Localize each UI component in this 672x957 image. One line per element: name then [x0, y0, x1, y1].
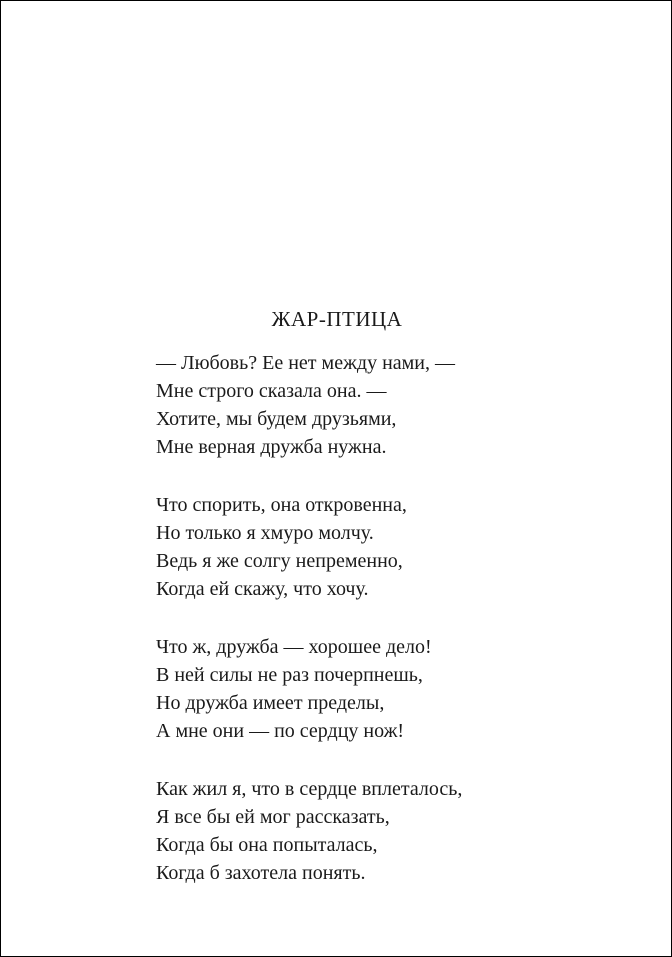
stanza-4 — [156, 775, 636, 887]
poem-line: Как жил я, что в сердце вплеталось, — [156, 778, 463, 800]
poem-line: Мне верная дружба нужна. — [156, 436, 387, 458]
stanza-3 — [156, 633, 636, 745]
poem-line: Я все бы ей мог рассказать, — [156, 806, 390, 828]
poem-line: Хотите, мы будем друзьями, — [156, 408, 397, 430]
poem-line: Но только я хмуро молчу. — [156, 522, 374, 544]
poem-body — [156, 349, 636, 917]
poem-line: Мне строго сказала она. — — [156, 380, 387, 402]
stanza-1 — [156, 349, 636, 461]
poem-line: — Любовь? Ее нет между нами, — — [156, 352, 456, 374]
poem-line: Что ж, дружба — хорошее дело! — [156, 636, 432, 658]
poem-line: В ней силы не раз почерпнешь, — [156, 664, 423, 686]
poem-line: Что спорить, она откровенна, — [156, 494, 407, 516]
poem-line: Когда ей скажу, что хочу. — [156, 578, 369, 600]
poem-line: Ведь я же солгу непременно, — [156, 550, 403, 572]
poem-line: Когда б захотела понять. — [156, 862, 366, 884]
poem-line: А мне они — по сердцу нож! — [156, 720, 405, 742]
poem-line: Но дружба имеет пределы, — [156, 692, 385, 714]
poem-title: ЖАР-ПТИЦА — [271, 307, 403, 331]
poem-line: Когда бы она попыталась, — [156, 834, 378, 856]
stanza-2 — [156, 491, 636, 603]
